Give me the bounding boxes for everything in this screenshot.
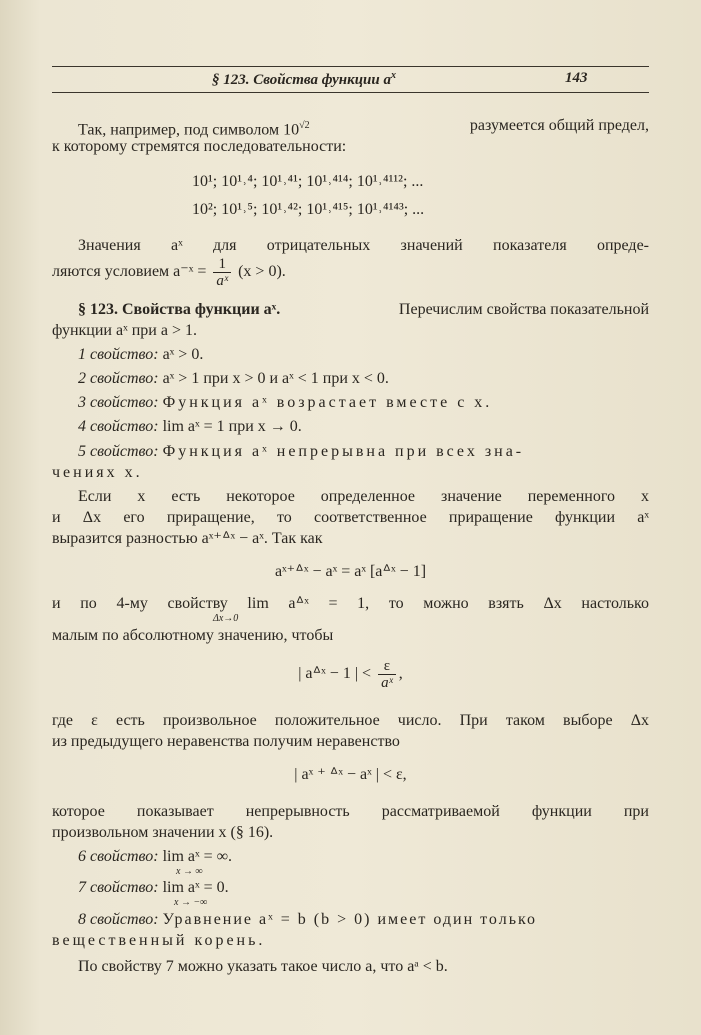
header-rule-top xyxy=(52,66,649,67)
page-number: 143 xyxy=(565,70,588,86)
property-2: 2 свойство: aˣ > 1 при x > 0 и aˣ < 1 при x < 0. xyxy=(78,370,389,387)
property-7-subscript: x → −∞ xyxy=(174,897,208,908)
property-7: 7 свойство: lim aˣ = 0. xyxy=(78,879,229,896)
paragraph-4-line-1: и по 4-му свойству lim aᐞˣ = 1, то можно взять Δx настолько xyxy=(52,595,649,612)
property-6: 6 свойство: lim aˣ = ∞. xyxy=(78,848,233,865)
paragraph-3-line-2: и Δx его приращение, то соответственное приращение функции aˣ xyxy=(52,509,649,526)
paragraph-6-line-1: которое показывает непрерывность рассматриваемой функции при xyxy=(52,803,649,820)
paragraph-6-line-2: произвольном значении x (§ 16). xyxy=(52,824,274,841)
property-5-continuation: чениях x. xyxy=(52,464,143,481)
property-8: 8 свойство: Уравнение aˣ = b (b > 0) имеет один только xyxy=(78,911,537,928)
equation-2: | aᐞˣ − 1 | < $\frac{\varepsilon}{\text{aˣ}}$ , xyxy=(298,658,403,691)
paragraph-5-line-2: из предыдущего неравенства получим неравенство xyxy=(52,733,400,750)
fraction-epsilon-over-ax: $\frac{\varepsilon}{\text{aˣ}}$ xyxy=(378,658,396,691)
sequence-2: 10²; 10¹˒⁵; 10¹˒⁴²; 10¹˒⁴¹⁵; 10¹˒⁴¹⁴³; ... xyxy=(192,201,425,218)
paragraph-3-line-3: выразится разностью aˣ⁺ᐞˣ − aˣ. Так как xyxy=(52,530,323,547)
fraction-one-over-ax: $\frac{1}{\text{aˣ}}$ xyxy=(213,256,231,289)
property-3: 3 свойство: Функция aˣ возрастает вместе с x. xyxy=(78,394,493,411)
property-4: 4 свойство: lim aˣ = 1 при x → 0. xyxy=(78,418,302,435)
equation-1: aˣ⁺ᐞˣ − aˣ = aˣ [aᐞˣ − 1] xyxy=(274,563,427,580)
property-8-continuation: вещественный корень. xyxy=(52,932,266,949)
limit-subscript: Δx→0 xyxy=(213,613,239,624)
paragraph-4-line-2: малым по абсолютному значению, чтобы xyxy=(52,627,334,644)
paragraph-1-line-2: к которому стремятся последовательности: xyxy=(52,138,347,155)
section-heading: § 123. Свойства функции aˣ. xyxy=(78,301,281,318)
paragraph-1-line-1: Так, например, под символом $10^{√2}$ разумеется общий предел, xyxy=(78,117,649,139)
equation-3: | aˣ ⁺ ᐞˣ − aˣ | < ε, xyxy=(294,766,407,783)
section-heading-line: § 123. Свойства функции aˣ. Перечислим свойства показательной xyxy=(78,301,649,318)
sequence-1: 10¹; 10¹˒⁴; 10¹˒⁴¹; 10¹˒⁴¹⁴; 10¹˒⁴¹¹²; ... xyxy=(192,173,424,190)
section-line-2: функции aˣ при a > 1. xyxy=(52,322,197,339)
running-head: § 123. Свойства функции $a^x$ xyxy=(212,70,396,88)
header-rule-bottom xyxy=(52,92,649,93)
paragraph-2-line-2: ляются условием a⁻ˣ = $\frac{1}{\text{aˣ}}$ (x > 0). xyxy=(52,256,286,289)
paragraph-3-line-1: Если x есть некоторое определенное значение переменного x xyxy=(78,488,649,505)
paragraph-2-line-1: Значения aˣ для отрицательных значений показателя опреде- xyxy=(78,237,649,254)
property-1: 1 свойство: aˣ > 0. xyxy=(78,346,204,363)
property-5: 5 свойство: Функция aˣ непрерывна при всех зна- xyxy=(78,443,525,460)
paragraph-7: По свойству 7 можно указать такое число a, что aᵃ < b. xyxy=(78,958,448,975)
property-6-subscript: x → ∞ xyxy=(176,866,203,877)
paragraph-5-line-1: где ε есть произвольное положительное число. При таком выборе Δx xyxy=(52,712,649,729)
